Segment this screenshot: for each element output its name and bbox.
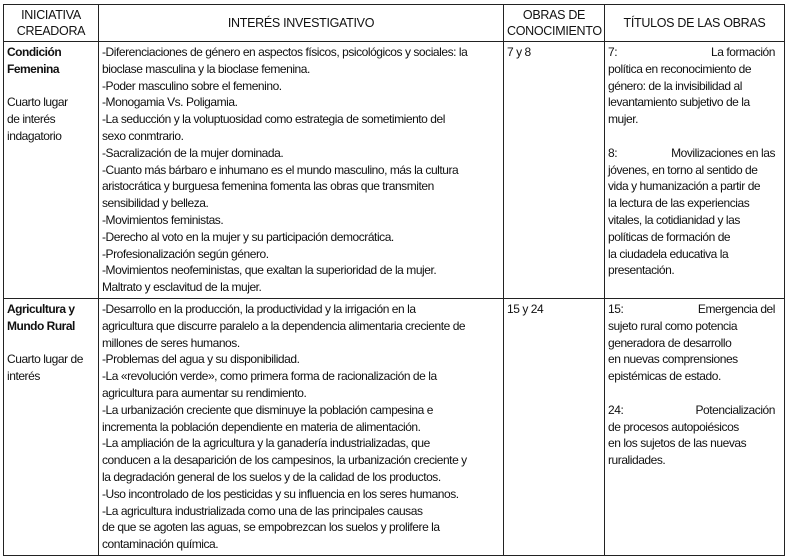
interest-line: millones de seres humanos. (102, 335, 240, 350)
interest-line: -Derecho al voto en la mujer y su participación democrática. (102, 229, 394, 244)
work-title-line: mujer. (608, 112, 638, 127)
interest-line: -La seducción y la voluptuosidad como estrategia de sometimiento del (102, 112, 445, 127)
table-row (4, 42, 785, 299)
titles-cell (605, 42, 785, 299)
header-line: INICIATIVA (21, 8, 81, 22)
spacer (7, 78, 95, 95)
interest-line: la degradación general de los suelos y de la calidad de los productos. (102, 469, 441, 484)
work-title-start: Emergencia del (697, 301, 775, 316)
work-title-line: epistémicas de estado. (608, 369, 721, 384)
interest-line: sexo conmtrario. (102, 128, 184, 143)
works-cell (504, 42, 605, 299)
work-number: 8: (608, 145, 618, 160)
initiative-cell (4, 42, 99, 299)
initiative-name: Condición (7, 45, 62, 59)
work-title-line: presentación. (608, 263, 675, 278)
interest-line: -Uso incontrolado de los pesticidas y su influencia en los seres humanos. (102, 486, 459, 501)
title-first-line (608, 44, 781, 61)
interest-rank: de interés (7, 112, 56, 127)
interest-line: -Movimientos neofeministas, que exaltan la superioridad de la mujer. (102, 263, 437, 278)
work-title-line: en nuevas comprensiones (608, 352, 738, 367)
column-header (4, 5, 99, 42)
work-title-line: jóvenes, en torno al sentido de (608, 162, 758, 177)
work-title-line: ruralidades. (608, 453, 666, 468)
interest-line: -Monogamia Vs. Poligamia. (102, 95, 238, 110)
spacer (608, 128, 781, 145)
titles-cell (605, 298, 785, 555)
work-title-line: generadora de desarrollo (608, 335, 732, 350)
interest-line: -Profesionalización según género. (102, 246, 269, 261)
interest-line: bioclase masculina y la bioclase femenina. (102, 61, 310, 76)
work-title-line: en los sujetos de las nuevas (608, 436, 747, 451)
interest-line: incrementa la población dependiente en materia de alimentación. (102, 419, 421, 434)
interest-rank: Cuarto lugar (7, 95, 68, 110)
interest-rank: Cuarto lugar de (7, 352, 83, 367)
column-header (504, 5, 605, 42)
work-title-line: política en reconocimiento de (608, 61, 752, 76)
interest-line: -La agricultura industrializada como una de las principales causas (102, 503, 423, 518)
interest-line: agricultura para aumentar su rendimiento. (102, 385, 307, 400)
title-first-line (608, 145, 781, 162)
interest-line: -Movimientos feministas. (102, 212, 224, 227)
interest-line: -La ampliación de la agricultura y la ganadería industrializadas, que (102, 436, 430, 451)
research-table (3, 4, 785, 556)
work-title-line: la lectura de las experiencias (608, 196, 750, 211)
interest-line: sensibilidad y belleza. (102, 196, 209, 211)
title-first-line (608, 301, 781, 318)
work-title-start: Movilizaciones en las (671, 145, 775, 160)
interest-line: contaminación química. (102, 537, 219, 552)
interest-line: conducen a la desaparición de los campesinos, la urbanización creciente y (102, 453, 467, 468)
work-number: 15: (608, 301, 624, 316)
interest-line: agricultura que discurre paralelo a la dependencia alimentaria creciente de (102, 318, 466, 333)
work-title-line: políticas de formación de (608, 229, 731, 244)
header-line: CREADORA (16, 24, 86, 38)
spacer (7, 335, 95, 352)
header-line: TÍTULOS DE LAS OBRAS (623, 16, 766, 30)
work-number: 24: (608, 402, 624, 417)
works-cell (504, 298, 605, 555)
interest-line: -Problemas del agua y su disponibilidad. (102, 352, 300, 367)
initiative-cell (4, 298, 99, 555)
work-title-line: la ciudadela educativa la (608, 246, 729, 261)
work-title-line: sujeto rural como potencia (608, 318, 738, 333)
work-title-start: La formación (711, 45, 775, 59)
interest-line: Maltrato y esclavitud de la mujer. (102, 280, 262, 295)
title-first-line (608, 402, 781, 419)
interest-line: -Cuanto más bárbaro e inhumano es el mundo masculino, más la cultura (102, 162, 459, 177)
work-title-line: vida y humanización a partir de (608, 179, 761, 194)
header-line: OBRAS DE (522, 8, 586, 22)
initiative-name: Femenina (7, 61, 60, 76)
interest-cell (99, 42, 504, 299)
interest-line: de que se agoten las aguas, se empobrezcan los suelos y prolifere la (102, 520, 440, 535)
header-line: INTERÉS INVESTIGATIVO (227, 16, 375, 30)
interest-rank: indagatorio (7, 128, 62, 143)
interest-line: aristocrática y burguesa femenina fomenta las obras que transmiten (102, 179, 434, 194)
work-title-line: de procesos autopoiésicos (608, 419, 739, 434)
column-header (605, 5, 785, 42)
interest-line: -La urbanización creciente que disminuye la población campesina e (102, 402, 433, 417)
work-title-line: levantamiento subjetivo de la (608, 95, 750, 110)
column-header (99, 5, 504, 42)
initiative-name: Mundo Rural (7, 318, 75, 333)
work-number: 7: (608, 45, 618, 59)
spacer (608, 385, 781, 402)
interest-line: -Poder masculino sobre el femenino. (102, 78, 282, 93)
interest-line: -La «revolución verde», como primera forma de racionalización de la (102, 369, 437, 384)
work-title-line: vitales, la cotidianidad y las (608, 212, 740, 227)
interest-line: -Desarrollo en la producción, la productividad y la irrigación en la (102, 301, 416, 316)
header-line: CONOCIMIENTO (507, 24, 602, 38)
initiative-name: Agricultura y (7, 301, 75, 316)
work-title-start: Potencialización (695, 402, 775, 417)
work-title-line: género: de la invisibilidad al (608, 78, 742, 93)
works-numbers: 7 y 8 (507, 45, 531, 59)
works-numbers: 15 y 24 (507, 301, 544, 316)
table-row (4, 298, 785, 555)
interest-line: -Diferenciaciones de género en aspectos físicos, psicológicos y sociales: la (102, 45, 468, 59)
interest-line: -Sacralización de la mujer dominada. (102, 145, 284, 160)
interest-rank: interés (7, 369, 40, 384)
interest-cell (99, 298, 504, 555)
